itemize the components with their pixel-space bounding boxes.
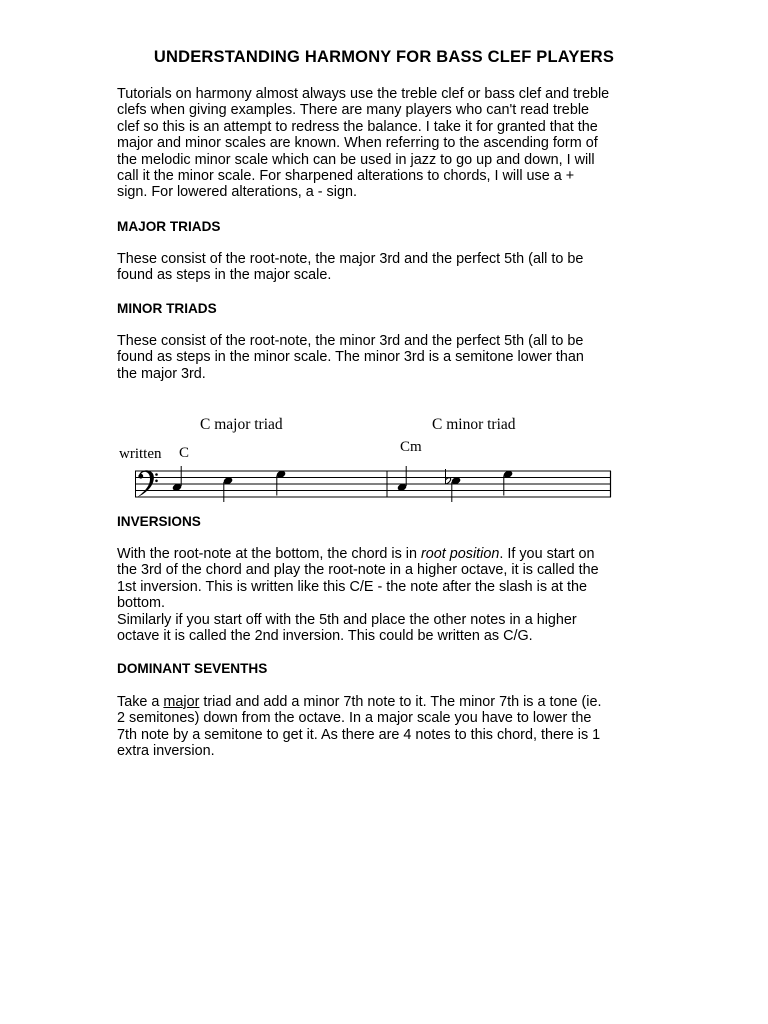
paragraph-line: These consist of the root-note, the minor 3rd and the perfect 5th (all to be [117,333,584,349]
dominant-sevenths-paragraph [117,694,657,760]
inversions-paragraph [117,546,657,644]
chord-symbol-c: C [179,445,190,461]
intro-line: the melodic minor scale which can be used in jazz to go up and down, I will [117,151,595,168]
chord-symbol-cm: Cm [400,439,422,455]
inversions-heading: INVERSIONS [117,514,201,529]
staff-lines [135,471,611,497]
text-run: Take a [117,694,164,710]
major-triads-heading: MAJOR TRIADS [117,219,221,234]
bass-staff-figure [110,405,630,505]
text-run: With the root-note at the bottom, the chord is in [117,546,421,562]
intro-line: clef so this is an attempt to redress the balance. I take it for granted that the [117,118,598,135]
major-triads-paragraph [117,251,657,284]
intro-paragraph [117,86,657,201]
minor-triads-paragraph [117,333,657,382]
intro-line: Tutorials on harmony almost always use the treble clef or bass clef and treble [117,86,610,102]
paragraph-line: extra inversion. [117,743,215,760]
paragraph-line: These consist of the root-note, the major 3rd and the perfect 5th (all to be [117,251,584,267]
written-label: written [119,446,162,462]
minor-triads-heading: MINOR TRIADS [117,301,217,316]
c-major-triad-label: C major triad [200,416,283,433]
intro-line: call it the minor scale. For sharpened alterations to chords, I will use a + [117,168,575,185]
c-minor-triad-label: C minor triad [432,416,516,433]
major-underlined-term: major [163,694,200,710]
music-example [110,405,630,505]
root-position-term: root position [420,546,500,562]
intro-line: sign. For lowered alterations, a - sign. [117,184,357,201]
dominant-sevenths-heading: DOMINANT SEVENTHS [117,661,268,676]
paragraph-line: found as steps in the major scale. [117,267,332,284]
intro-line: major and minor scales are known. When referring to the ascending form of [117,135,598,152]
intro-line: clefs when giving examples. There are many players who can't read treble [117,102,590,119]
paragraph-line: the major 3rd. [117,365,206,382]
paragraph-line: Similarly if you start off with the 5th and place the other notes in a higher [117,611,577,628]
paragraph-line: found as steps in the minor scale. The minor 3rd is a semitone lower than [117,349,584,366]
paragraph-line [117,694,657,710]
paragraph-line: bottom. [117,595,165,612]
paragraph-line [117,546,657,562]
page-title: UNDERSTANDING HARMONY FOR BASS CLEF PLAYERS [153,48,615,66]
paragraph-line: octave it is called the 2nd inversion. This could be written as C/G. [117,628,533,645]
text-run: triad and add a minor 7th note to it. The minor 7th is a tone (ie. [199,694,602,710]
paragraph-line: the 3rd of the chord and play the root-note in a higher octave, it is called the [117,562,599,579]
paragraph-line: 2 semitones) down from the octave. In a major scale you have to lower the [117,710,592,727]
paragraph-line: 1st inversion. This is written like this C/E - the note after the slash is at the [117,578,588,595]
paragraph-line: 7th note by a semitone to get it. As there are 4 notes to this chord, there is 1 [117,726,601,743]
text-run: . If you start on [499,546,595,562]
